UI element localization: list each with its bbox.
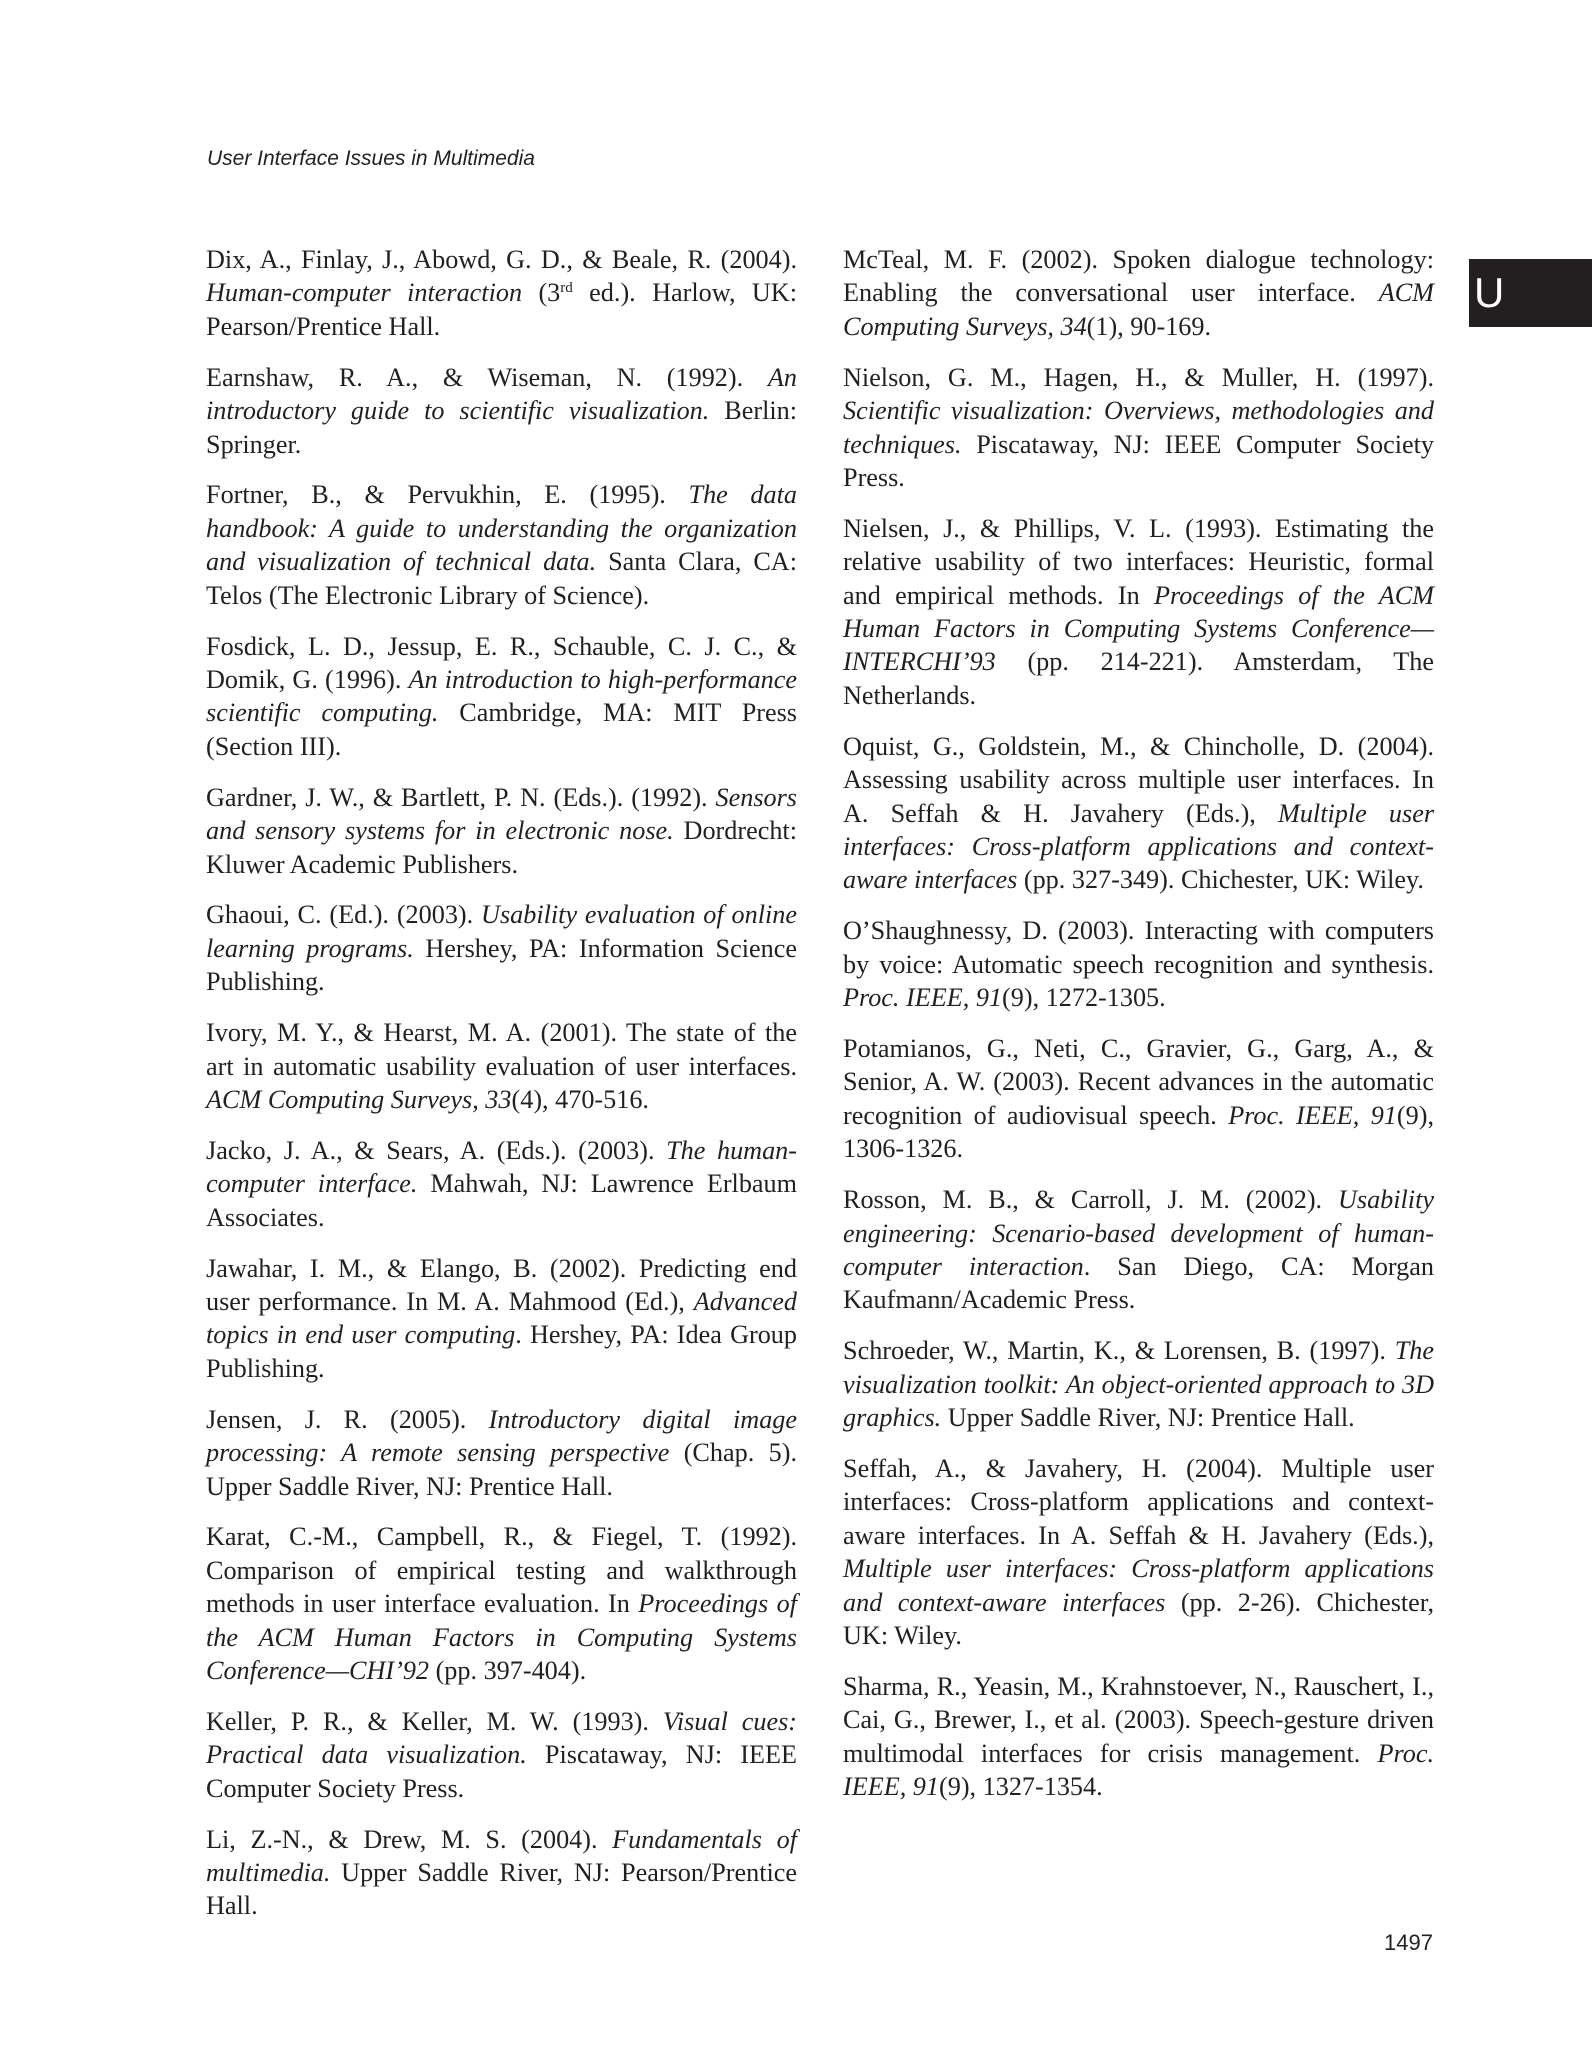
reference-title: Proc. IEEE, 91 bbox=[843, 983, 1003, 1013]
reference-title: Visual cues: Practical data visualization. bbox=[206, 1706, 798, 1770]
reference-text: Ghaoui, C. (Ed.). (2003). bbox=[206, 900, 482, 930]
reference-text: Upper Saddle River, NJ: Prentice Hall. bbox=[941, 1403, 1355, 1433]
reference-title: Human-computer interaction bbox=[206, 278, 523, 308]
reference-text: Gardner, J. W., & Bartlett, P. N. (Eds.). (1992). bbox=[206, 782, 716, 812]
reference-text: Potamianos, G., Neti, C., Gravier, G., Garg, A., & Senior, A. W. (2003). Recent advances in the automatic recognition of audiovisual speech. bbox=[843, 1034, 1434, 1130]
reference-text: (9), 1272-1305. bbox=[1002, 983, 1166, 1013]
reference-title: The data handbook: A guide to understanding the organization and visualization of technical data. bbox=[206, 480, 797, 577]
reference-title: The human-computer interface. bbox=[206, 1135, 797, 1199]
running-head: User Interface Issues in Multimedia bbox=[207, 147, 535, 170]
reference-text: Earnshaw, R. A., & Wiseman, N. (1992). bbox=[206, 362, 768, 392]
reference-text: Keller, P. R., & Keller, M. W. (1993). bbox=[206, 1706, 663, 1736]
reference-entry bbox=[843, 914, 1434, 1014]
reference-text: Jacko, J. A., & Sears, A. (Eds.). (2003). bbox=[206, 1135, 667, 1165]
reference-title: Usability engineering: Scenario-based development of human-computer interaction bbox=[843, 1185, 1434, 1281]
reference-text: Fosdick, L. D., Jessup, E. R., Schauble, C. J. C., & Domik, G. (1996). bbox=[206, 631, 797, 694]
reference-text: O’Shaughnessy, D. (2003). Interacting with computers by voice: Automatic speech recognition and synthesis. bbox=[843, 916, 1434, 979]
reference-text: Cambridge, MA: MIT Press (Section III). bbox=[206, 698, 797, 761]
reference-entry bbox=[843, 1183, 1434, 1317]
reference-title: Proc. IEEE, 91 bbox=[843, 1738, 1434, 1802]
reference-entry bbox=[206, 1823, 797, 1923]
reference-text: Nielson, G. M., Hagen, H., & Muller, H. (1997). bbox=[843, 362, 1434, 392]
reference-text: Hershey, PA: Information Science Publishing. bbox=[206, 933, 797, 997]
reference-text: . San Diego, CA: Morgan Kaufmann/Academic Press. bbox=[843, 1251, 1434, 1315]
reference-text: Mahwah, NJ: Lawrence Erlbaum Associates. bbox=[206, 1169, 797, 1232]
reference-entry bbox=[206, 1016, 797, 1116]
reference-title: Sensors and sensory systems for in electronic nose. bbox=[206, 782, 797, 846]
reference-text: rd bbox=[560, 280, 573, 297]
references-column-left bbox=[206, 243, 797, 1940]
page-number: 1497 bbox=[1384, 1930, 1433, 1955]
reference-text: Oquist, G., Goldstein, M., & Chincholle, D. (2004). Assessing usability across multiple user interfaces. In A. Seffah & H. Javahery (Eds.), bbox=[843, 731, 1434, 828]
reference-title: An introductory guide to scientific visualization. bbox=[206, 362, 797, 426]
reference-title: Proc. IEEE, 91 bbox=[1228, 1100, 1397, 1130]
reference-entry bbox=[843, 730, 1434, 897]
reference-text: (1), 90-169. bbox=[1086, 311, 1212, 341]
reference-title: ACM Computing Surveys, 33 bbox=[206, 1084, 512, 1114]
reference-text: (9), 1327-1354. bbox=[939, 1772, 1103, 1802]
reference-title: Advanced topics in end user computing bbox=[206, 1286, 797, 1350]
reference-text: Fortner, B., & Pervukhin, E. (1995). bbox=[206, 480, 689, 510]
reference-title: Usability evaluation of online learning programs. bbox=[206, 900, 797, 963]
reference-text: Nielsen, J., & Phillips, V. L. (1993). Estimating the relative usability of two interfaces: Heuristic, formal and empirical methods. In bbox=[843, 513, 1434, 610]
reference-entry bbox=[206, 478, 797, 612]
reference-title: Scientific visualization: Overviews, methodologies and techniques. bbox=[843, 396, 1434, 459]
reference-text: Dix, A., Finlay, J., Abowd, G. D., & Beale, R. (2004). bbox=[206, 245, 797, 274]
reference-text: (3 bbox=[522, 278, 561, 308]
reference-text: Berlin: Springer. bbox=[206, 396, 798, 459]
reference-title: The visualization toolkit: An object-oriented approach to 3D graphics. bbox=[843, 1336, 1434, 1433]
reference-entry bbox=[206, 1252, 797, 1386]
references-column-right bbox=[843, 243, 1434, 1821]
reference-entry bbox=[206, 630, 797, 764]
reference-text: Santa Clara, CA: Telos (The Electronic Library of Science). bbox=[206, 547, 797, 610]
reference-title: Proceedings of the ACM Human Factors in Computing Systems Conference—CHI’92 bbox=[206, 1589, 797, 1686]
reference-entry bbox=[843, 1452, 1434, 1652]
reference-entry bbox=[206, 1403, 797, 1503]
reference-text: (pp. 2-26). Chichester, UK: Wiley. bbox=[843, 1587, 1434, 1651]
reference-entry bbox=[206, 361, 797, 461]
reference-title: Introductory digital image processing: A remote sensing perspective bbox=[206, 1404, 797, 1468]
reference-text: (pp. 397-404). bbox=[429, 1656, 587, 1686]
reference-title: An introduction to high-performance scientific computing. bbox=[206, 664, 797, 728]
reference-title: ACM Computing Surveys, 34 bbox=[843, 278, 1434, 341]
reference-text: Sharma, R., Yeasin, M., Krahnstoever, N., Rauschert, I., Cai, G., Brewer, I., et al. (2003). Speech-gesture driven multimodal interfaces for crisis management. bbox=[843, 1671, 1434, 1768]
section-tab: U bbox=[1469, 259, 1592, 327]
reference-entry bbox=[206, 243, 797, 343]
reference-text: (pp. 214-221). Amsterdam, The Netherlands. bbox=[843, 647, 1434, 710]
reference-title: Fundamentals of multimedia. bbox=[206, 1824, 797, 1888]
reference-text: Upper Saddle River, NJ: Pearson/Prentice Hall. bbox=[206, 1858, 797, 1921]
reference-text: (Chap. 5). Upper Saddle River, NJ: Prentice Hall. bbox=[206, 1438, 797, 1501]
reference-text: Dordrecht: Kluwer Academic Publishers. bbox=[206, 816, 797, 879]
reference-text: . Hershey, PA: Idea Group Publishing. bbox=[206, 1320, 797, 1383]
reference-text: Rosson, M. B., & Carroll, J. M. (2002). bbox=[843, 1185, 1338, 1215]
reference-title: Multiple user interfaces: Cross-platform applications and context-aware interfaces bbox=[843, 1554, 1434, 1617]
reference-text: Piscataway, NJ: IEEE Computer Society Press. bbox=[843, 429, 1434, 492]
reference-text: ed.). Harlow, UK: Pearson/Prentice Hall. bbox=[206, 278, 797, 341]
reference-text: (4), 470-516. bbox=[511, 1084, 649, 1114]
reference-text: Li, Z.-N., & Drew, M. S. (2004). bbox=[206, 1824, 613, 1854]
reference-entry bbox=[206, 1705, 797, 1805]
reference-entry bbox=[843, 1670, 1434, 1804]
reference-text: Karat, C.-M., Campbell, R., & Fiegel, T. (1992). Comparison of empirical testing and walkthrough methods in user interface evaluation. In bbox=[206, 1522, 797, 1619]
reference-entry bbox=[843, 1334, 1434, 1434]
reference-title: Multiple user interfaces: Cross-platform applications and context-aware interfaces bbox=[843, 798, 1435, 895]
reference-text: Jensen, J. R. (2005). bbox=[206, 1404, 489, 1434]
reference-text: Jawahar, I. M., & Elango, B. (2002). Predicting end user performance. In M. A. Mahmood (Ed.), bbox=[206, 1253, 797, 1316]
reference-entry bbox=[206, 1134, 797, 1234]
reference-text: Schroeder, W., Martin, K., & Lorensen, B. (1997). bbox=[843, 1336, 1395, 1366]
reference-entry bbox=[206, 1520, 797, 1687]
reference-text: (9), 1306-1326. bbox=[843, 1100, 1434, 1164]
reference-text: McTeal, M. F. (2002). Spoken dialogue technology: Enabling the conversational user interface. bbox=[843, 245, 1434, 308]
reference-entry bbox=[843, 361, 1434, 495]
reference-entry bbox=[206, 898, 797, 998]
reference-text: Seffah, A., & Javahery, H. (2004). Multiple user interfaces: Cross-platform applications and context-aware interfaces. In A. Seffah & H. Javahery (Eds.), bbox=[843, 1454, 1434, 1550]
reference-text: Piscataway, NJ: IEEE Computer Society Press. bbox=[206, 1740, 797, 1803]
reference-title: Proceedings of the ACM Human Factors in Computing Systems Conference—INTERCHI’93 bbox=[843, 580, 1434, 677]
reference-entry bbox=[843, 1032, 1434, 1166]
reference-text: (pp. 327-349). Chichester, UK: Wiley. bbox=[1017, 865, 1424, 895]
reference-entry bbox=[843, 243, 1434, 343]
reference-text: Ivory, M. Y., & Hearst, M. A. (2001). The state of the art in automatic usability evaluation of user interfaces. bbox=[206, 1018, 797, 1081]
reference-entry bbox=[843, 512, 1434, 712]
reference-entry bbox=[206, 781, 797, 881]
